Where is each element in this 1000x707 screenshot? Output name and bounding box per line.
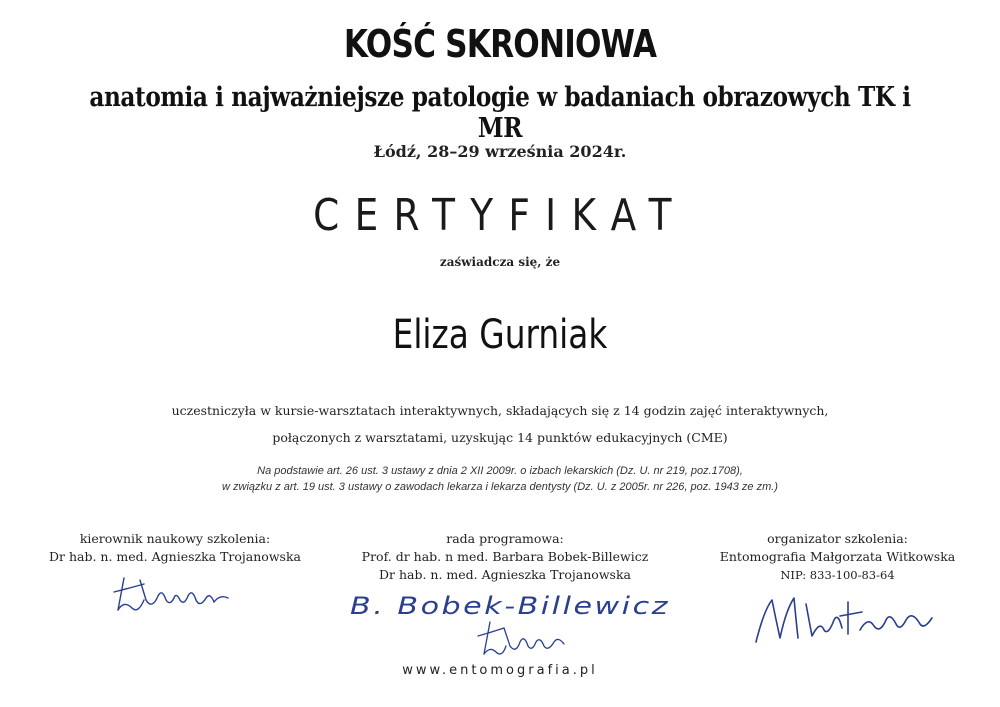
- signatory-name: Dr hab. n. med. Agnieszka Trojanowska: [49, 549, 301, 564]
- signatory-name: Entomografia Małgorzata Witkowska: [719, 549, 956, 564]
- website-link[interactable]: www.entomografia.pl: [402, 663, 598, 678]
- organizer-nip: NIP: 833-100-83-64: [780, 568, 895, 582]
- course-subtitle: anatomia i najważniejsze patologie w badaniach obrazowych TK i MR: [89, 82, 911, 144]
- certificate-heading: CERTYFIKAT: [313, 190, 687, 241]
- signatory-scientific-lead: [30, 530, 320, 566]
- participation-text-line1: uczestniczyła w kursie-warsztatach interaktywnych, składających się z 14 godzin zajęć interaktywnych,: [171, 403, 829, 418]
- signatory-name: Prof. dr hab. n med. Barbara Bobek-Billewicz: [361, 549, 649, 564]
- legal-basis-line1: Na podstawie art. 26 ust. 3 ustawy z dnia 2 XII 2009r. o izbach lekarskich (Dz. U. nr 219, poz.1708),: [257, 465, 743, 477]
- signatory-program-board: [345, 530, 665, 584]
- signature-trojanowska-left: [110, 570, 240, 620]
- recipient-name: Eliza Gurniak: [392, 312, 608, 358]
- certifies-text: zaświadcza się, że: [439, 255, 561, 269]
- signatory-role: organizator szkolenia:: [767, 531, 908, 546]
- svg-text:B. Bobek-Billewicz: B. Bobek-Billewicz: [350, 592, 670, 620]
- signatory-role: rada programowa:: [446, 531, 564, 546]
- legal-basis-line2: w związku z art. 19 ust. 3 ustawy o zawodach lekarza i lekarza dentysty (Dz. U. z 2005r. nr 226, poz. 1943 ze zm.): [222, 481, 778, 493]
- signature-witkowska: [750, 590, 940, 650]
- signature-trojanowska-middle: [470, 618, 580, 662]
- course-title: KOŚĆ SKRONIOWA: [343, 22, 657, 66]
- participation-text-line2: połączonych z warsztatami, uzyskując 14 punktów edukacyjnych (CME): [272, 430, 728, 445]
- signatory-name: Dr hab. n. med. Agnieszka Trojanowska: [379, 567, 631, 582]
- signatory-organizer: [695, 530, 980, 584]
- place-date: Łódź, 28–29 września 2024r.: [373, 142, 627, 161]
- signatory-role: kierownik naukowy szkolenia:: [79, 531, 271, 546]
